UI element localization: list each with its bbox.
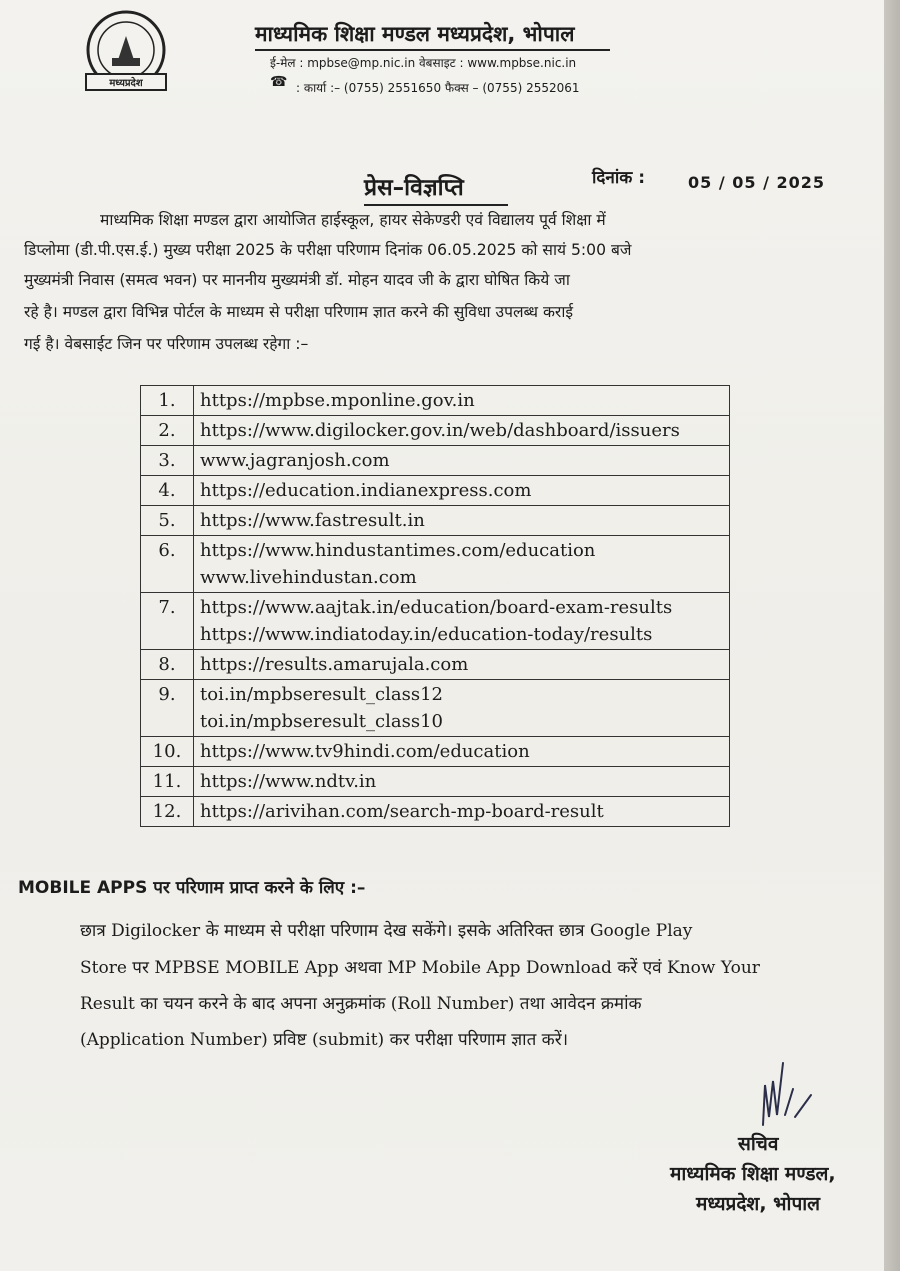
table-row bbox=[141, 416, 730, 446]
mobile-instruction-line: Store पर MPBSE MOBILE App अथवा MP Mobile App Download करें एवं Know Your bbox=[80, 958, 760, 978]
website-link[interactable]: https://www.tv9hindi.com/education bbox=[200, 741, 530, 762]
row-number: 4. bbox=[141, 476, 194, 506]
website-link[interactable]: https://results.amarujala.com bbox=[200, 654, 469, 675]
signatory-org-line: माध्यमिक शिक्षा मण्डल, bbox=[670, 1163, 836, 1185]
mobile-instruction-line: छात्र Digilocker के माध्यम से परीक्षा परिणाम देख सकेंगे। इसके अतिरिक्त छात्र Google Play bbox=[80, 921, 693, 941]
row-number: 3. bbox=[141, 446, 194, 476]
page-edge bbox=[884, 0, 900, 1271]
table-row bbox=[141, 386, 730, 416]
board-seal-logo bbox=[78, 8, 174, 94]
row-number: 9. bbox=[141, 680, 194, 737]
row-number: 6. bbox=[141, 536, 194, 593]
mobile-instruction-line: Result का चयन करने के बाद अपना अनुक्रमांक (Roll Number) तथा आवेदन क्रमांक bbox=[80, 994, 642, 1014]
contact-email-website: ई-मेल : mpbse@mp.nic.in वेबसाइट : www.mpbse.nic.in bbox=[270, 56, 577, 70]
website-link[interactable]: https://www.fastresult.in bbox=[200, 510, 425, 531]
phone-icon: ☎ bbox=[270, 74, 288, 90]
intro-line: मुख्यमंत्री निवास (समत्व भवन) पर माननीय मुख्यमंत्री डॉ. मोहन यादव जी के द्वारा घोषित किये जा bbox=[24, 271, 570, 289]
row-urls bbox=[194, 680, 730, 737]
website-link[interactable]: www.jagranjosh.com bbox=[200, 450, 390, 471]
row-number: 10. bbox=[141, 737, 194, 767]
website-link[interactable]: https://www.aajtak.in/education/board-exam-results bbox=[200, 597, 673, 618]
title-underline bbox=[364, 204, 508, 206]
row-urls bbox=[194, 650, 730, 680]
website-link[interactable]: https://www.indiatoday.in/education-today/results bbox=[200, 624, 653, 645]
row-urls bbox=[194, 737, 730, 767]
row-number: 1. bbox=[141, 386, 194, 416]
row-number: 12. bbox=[141, 797, 194, 827]
row-number: 7. bbox=[141, 593, 194, 650]
table-row bbox=[141, 650, 730, 680]
row-urls bbox=[194, 593, 730, 650]
date-label: दिनांक : bbox=[592, 168, 646, 188]
website-link[interactable]: https://mpbse.mponline.gov.in bbox=[200, 390, 475, 411]
table-row bbox=[141, 797, 730, 827]
website-link[interactable]: https://www.digilocker.gov.in/web/dashboard/issuers bbox=[200, 420, 680, 441]
website-link[interactable]: https://www.hindustantimes.com/education bbox=[200, 540, 596, 561]
intro-line: रहे है। मण्डल द्वारा विभिन्न पोर्टल के माध्यम से परीक्षा परिणाम ज्ञात करने की सुविधा उपलब्ध कराई bbox=[24, 303, 574, 321]
signatory-designation: सचिव bbox=[738, 1133, 779, 1155]
logo-text: मध्यप्रदेश bbox=[109, 78, 143, 89]
org-title: माध्यमिक शिक्षा मण्डल मध्यप्रदेश, भोपाल bbox=[255, 22, 575, 46]
intro-line: माध्यमिक शिक्षा मण्डल द्वारा आयोजित हाईस्कूल, हायर सेकेण्डरी एवं विद्यालय पूर्व शिक्षा में bbox=[100, 211, 606, 229]
website-link[interactable]: https://arivihan.com/search-mp-board-result bbox=[200, 801, 604, 822]
signatory-org-line: मध्यप्रदेश, भोपाल bbox=[696, 1193, 821, 1215]
row-urls bbox=[194, 767, 730, 797]
mobile-instruction-line: (Application Number) प्रविष्ट (submit) कर परीक्षा परिणाम ज्ञात करें। bbox=[80, 1030, 569, 1050]
table-row bbox=[141, 737, 730, 767]
row-urls bbox=[194, 476, 730, 506]
row-urls bbox=[194, 536, 730, 593]
website-link[interactable]: https://education.indianexpress.com bbox=[200, 480, 532, 501]
row-urls bbox=[194, 416, 730, 446]
handwritten-signature bbox=[735, 1055, 845, 1135]
contact-phone-fax: : कार्या :– (0755) 2551650 फैक्स – (0755) 2552061 bbox=[296, 81, 580, 95]
table-row bbox=[141, 536, 730, 593]
results-websites-table bbox=[140, 385, 730, 827]
row-number: 8. bbox=[141, 650, 194, 680]
row-number: 5. bbox=[141, 506, 194, 536]
row-number: 2. bbox=[141, 416, 194, 446]
table-row bbox=[141, 767, 730, 797]
intro-line: गई है। वेबसाईट जिन पर परिणाम उपलब्ध रहेगा :– bbox=[24, 335, 309, 353]
table-row bbox=[141, 506, 730, 536]
website-link[interactable]: toi.in/mpbseresult_class12 bbox=[200, 684, 443, 705]
website-link[interactable]: https://www.ndtv.in bbox=[200, 771, 377, 792]
row-urls bbox=[194, 797, 730, 827]
table-row bbox=[141, 476, 730, 506]
intro-line: डिप्लोमा (डी.पी.एस.ई.) मुख्य परीक्षा 2025 के परीक्षा परिणाम दिनांक 06.05.2025 को सायं 5:00 बजे bbox=[24, 241, 632, 259]
mobile-apps-heading: MOBILE APPS पर परिणाम प्राप्त करने के लिए :– bbox=[18, 878, 366, 898]
header-divider bbox=[255, 49, 610, 51]
table-row bbox=[141, 680, 730, 737]
row-urls bbox=[194, 386, 730, 416]
table-row bbox=[141, 593, 730, 650]
website-link[interactable]: toi.in/mpbseresult_class10 bbox=[200, 711, 443, 732]
row-urls bbox=[194, 506, 730, 536]
row-number: 11. bbox=[141, 767, 194, 797]
date-value: 05 / 05 / 2025 bbox=[688, 173, 826, 192]
document-title: प्रेस–विज्ञप्ति bbox=[364, 175, 464, 201]
table-row bbox=[141, 446, 730, 476]
website-link[interactable]: www.livehindustan.com bbox=[200, 567, 417, 588]
row-urls bbox=[194, 446, 730, 476]
